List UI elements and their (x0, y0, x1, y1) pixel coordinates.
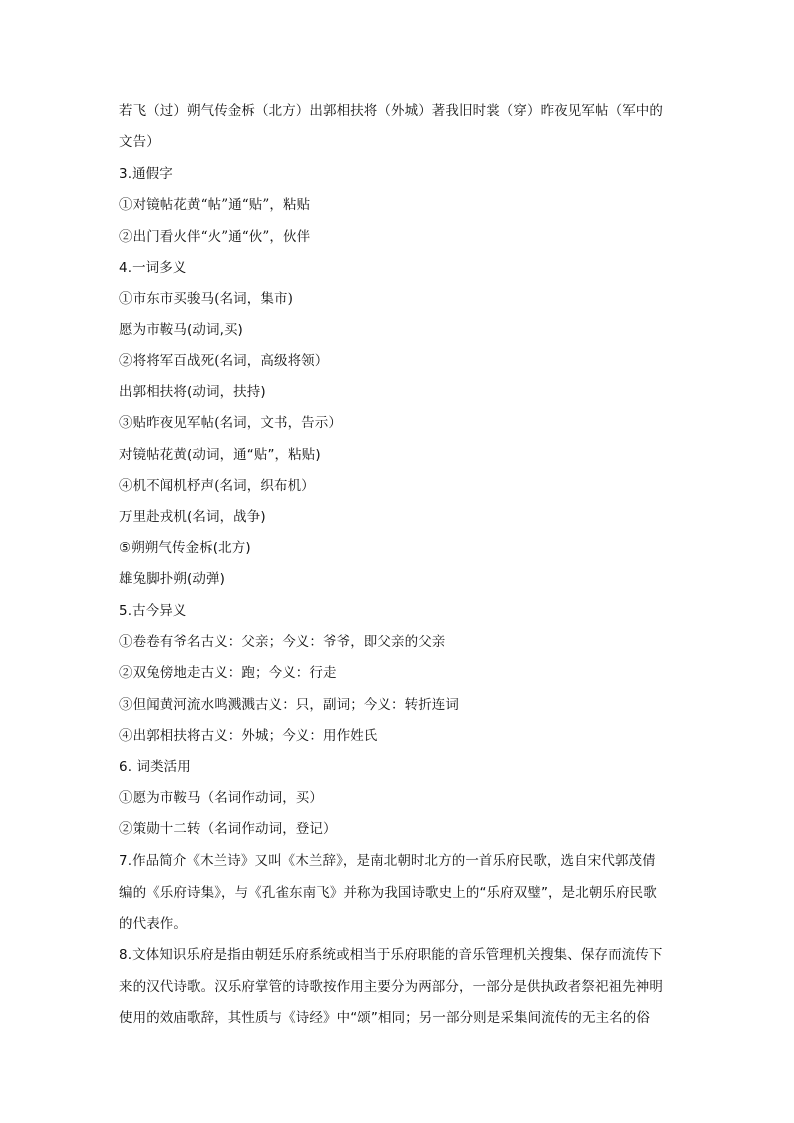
text-line: ①卷卷有爷名古义：父亲；今义：爷爷，即父亲的父亲 (119, 634, 446, 650)
text-line: ④出郭相扶将古义：外城；今义：用作姓氏 (119, 728, 378, 744)
text-line: 来的汉代诗歌。汉乐府掌管的诗歌按作用主要分为两部分，一部分是供执政者祭祀祖先神明 (119, 979, 663, 995)
text-line: 使用的效庙歌辞，其性质与《诗经》中“颂”相同；另一部分则是采集间流传的无主名的俗 (119, 1010, 650, 1026)
text-line: 的代表作。 (119, 916, 187, 932)
text-line: ③贴昨夜见军帖(名词，文书，告示） (119, 415, 342, 431)
text-line: 若飞（过）朔气传金柝（北方）出郭相扶将（外城）著我旧时裳（穿）昨夜见军帖（军中的 (119, 103, 663, 119)
section-heading: 6. 词类活用 (119, 759, 191, 775)
text-line: ⑤朔朔气传金柝(北方) (119, 540, 251, 556)
text-line: ③但闻黄河流水鸣溅溅古义：只，副词；今义：转折连词 (119, 697, 459, 713)
text-line: ①市东市买骏马(名词，集市) (119, 291, 293, 307)
text-line: ④机不闻机杼声(名词，织布机） (119, 478, 315, 494)
section-paragraph: 7.作品简介《木兰诗》又叫《木兰辞》，是南北朝时北方的一首乐府民歌，选自宋代郭茂倩 (119, 853, 656, 869)
text-line: 出郭相扶将(动词，扶持) (119, 384, 266, 400)
section-paragraph: 8.文体知识乐府是指由朝廷乐府系统或相当于乐府职能的音乐管理机关搜集、保存而流传下 (119, 947, 663, 963)
text-line: 对镜帖花黄(动词，通“贴”，粘贴) (119, 447, 321, 463)
text-line: ②策勋十二转（名词作动词，登记） (119, 821, 337, 837)
text-line: ②双兔傍地走古义：跑；今义：行走 (119, 665, 337, 681)
section-heading: 5.古今异义 (119, 603, 187, 619)
text-line: 编的《乐府诗集》，与《孔雀东南飞》并称为我国诗歌史上的“乐府双璧”，是北朝乐府民歌 (119, 885, 657, 901)
text-line: 愿为市鞍马(动词,买) (119, 322, 243, 338)
text-line: 文告） (119, 134, 160, 150)
text-line: 万里赴戎机(名词，战争) (119, 509, 266, 525)
text-line: ②出门看火伴“火”通“伙”，伙伴 (119, 229, 311, 245)
text-line: ①愿为市鞍马（名词作动词，买） (119, 790, 323, 806)
text-line: 雄兔脚扑朔(动弹) (119, 571, 225, 587)
section-heading: 3.通假字 (119, 166, 173, 182)
text-line: ②将将军百战死(名词，高级将领） (119, 353, 329, 369)
section-heading: 4.一词多义 (119, 260, 187, 276)
text-line: ①对镜帖花黄“帖”通“贴”，粘贴 (119, 197, 311, 213)
